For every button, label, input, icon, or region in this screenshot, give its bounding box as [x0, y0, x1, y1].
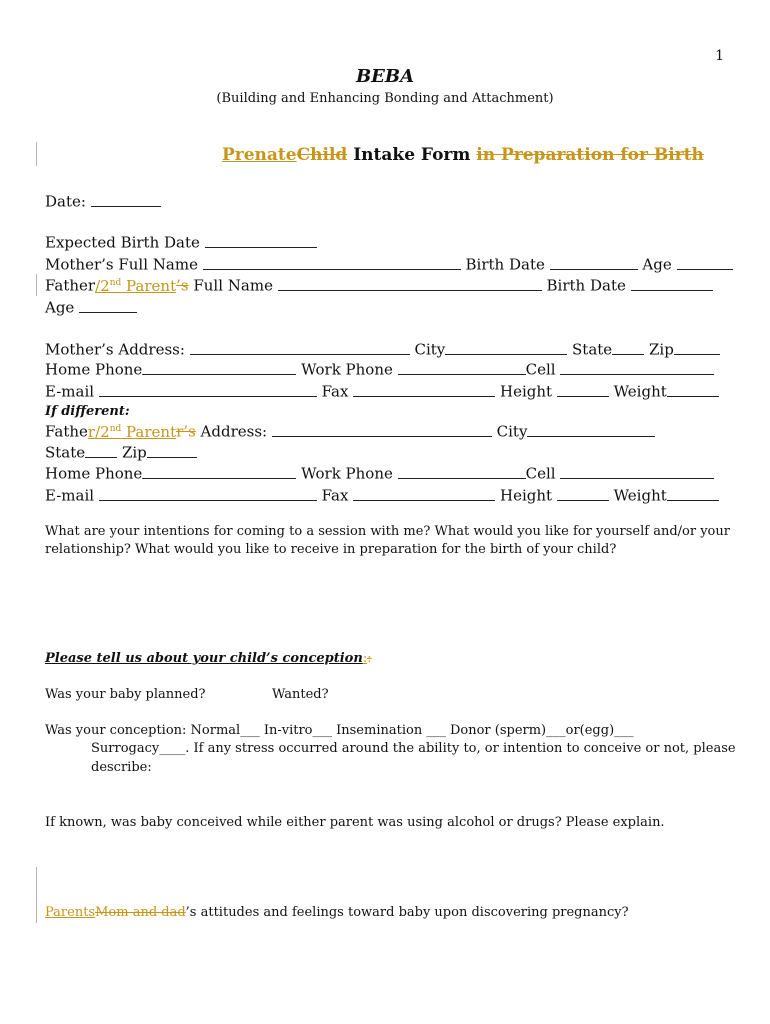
mother-name-row: [45, 255, 733, 274]
father-label: Father: [45, 276, 96, 295]
father-name-blank[interactable]: [278, 276, 542, 291]
planned-question: Was your baby planned?: [45, 687, 206, 702]
mother-address-blank[interactable]: [190, 340, 410, 355]
father-zip-blank[interactable]: [147, 443, 197, 458]
conception-colon-inserted: :: [362, 651, 368, 666]
father-address-label: Address:: [195, 422, 268, 441]
father-cell-blank[interactable]: [560, 464, 714, 479]
mother-fax-label: Fax: [321, 382, 349, 401]
conception-question-line2: Surrogacy____. If any stress occurred around the ability to, or intention to conceive or not, please: [91, 741, 736, 756]
wanted-question: Wanted?: [272, 687, 329, 702]
conception-question-line3: describe:: [91, 760, 152, 775]
father-height-label: Height: [499, 486, 553, 505]
father-weight-blank[interactable]: [667, 486, 719, 501]
alcohol-question: If known, was baby conceived while either parent was using alcohol or drugs? Please explain.: [45, 815, 665, 830]
mother-fax-blank[interactable]: [353, 382, 495, 397]
father-address-blank[interactable]: [272, 422, 492, 437]
father-email-blank[interactable]: [99, 486, 317, 501]
mother-email-blank[interactable]: [99, 382, 317, 397]
mother-name-blank[interactable]: [203, 255, 461, 270]
date-row: [45, 192, 161, 211]
mother-state-label: State: [572, 340, 613, 359]
father-height-blank[interactable]: [557, 486, 609, 501]
mother-state-blank[interactable]: [612, 340, 644, 355]
change-bar: [36, 867, 37, 923]
father-fax-blank[interactable]: [353, 486, 495, 501]
father-work-phone-blank[interactable]: [398, 464, 526, 479]
change-bar: [36, 142, 37, 166]
father-phone-row: [45, 464, 714, 483]
father-name-row: [45, 276, 713, 295]
mother-zip-label: Zip: [648, 340, 674, 359]
father-weight-label: Weight: [613, 486, 667, 505]
mother-weight-blank[interactable]: [667, 382, 719, 397]
date-label: Date:: [45, 192, 86, 211]
mother-email-label: E-mail: [45, 382, 95, 401]
mother-address-label: Mother’s Address:: [45, 340, 185, 359]
father-address-row: [45, 422, 655, 441]
father-fax-label: Fax: [321, 486, 349, 505]
expected-birth-date-label: Expected Birth Date: [45, 233, 200, 252]
mother-city-label: City: [414, 340, 446, 359]
form-title-inserted: Prenate: [222, 145, 297, 165]
father-zip-label: Zip: [121, 443, 147, 462]
father-state-label: State: [45, 443, 86, 462]
intentions-question-line1: What are your intentions for coming to a session with me? What would you like for yourself and/or your: [45, 524, 730, 539]
father-birth-date-blank[interactable]: [631, 276, 713, 291]
father-work-phone-label: Work Phone: [301, 464, 393, 483]
mom-and-dad-deleted: Mom and dad: [95, 905, 186, 920]
expected-birth-date-row: [45, 233, 317, 252]
expected-birth-date-blank[interactable]: [205, 233, 317, 248]
parents-inserted: Parents: [45, 905, 96, 920]
conception-question-line1: Was your conception: Normal___ In-vitro___ Insemination ___ Donor (sperm)___or(egg)___: [45, 723, 634, 738]
father-home-phone-label: Home Phone: [45, 464, 143, 483]
rs-deleted: r’s: [176, 422, 196, 441]
page-title: BEBA: [355, 66, 415, 87]
page-number: 1: [715, 48, 724, 64]
fathe-label: Fathe: [45, 422, 88, 441]
father-home-phone-blank[interactable]: [142, 464, 296, 479]
mother-work-phone-blank[interactable]: [398, 360, 526, 375]
father-email-row: [45, 486, 719, 505]
father-state-blank[interactable]: [85, 443, 117, 458]
form-title-main: Intake Form: [347, 145, 477, 165]
father-age-row: [45, 298, 137, 317]
father-city-label: City: [496, 422, 528, 441]
mother-height-label: Height: [499, 382, 553, 401]
mother-cell-blank[interactable]: [560, 360, 714, 375]
mother-birth-date-label: Birth Date: [465, 255, 545, 274]
apostrophe-s-deleted: ’s: [176, 276, 189, 295]
parent2-inserted: /2nd Parent: [95, 276, 177, 295]
mother-work-phone-label: Work Phone: [301, 360, 393, 379]
date-blank[interactable]: [91, 192, 161, 207]
form-title: [222, 145, 704, 165]
mother-home-phone-label: Home Phone: [45, 360, 143, 379]
conception-colon-deleted: :: [367, 651, 372, 666]
mother-phone-row: [45, 360, 714, 379]
parent2-inserted-2: r/2nd Parent: [87, 422, 177, 441]
mother-name-label: Mother’s Full Name: [45, 255, 198, 274]
full-name-label: Full Name: [188, 276, 273, 295]
form-title-deleted: Child: [296, 145, 348, 165]
if-different-label: If different:: [45, 404, 130, 419]
conception-heading: Please tell us about your child’s conception::: [45, 651, 372, 666]
mother-age-label: Age: [642, 255, 672, 274]
intentions-question-line2: relationship? What would you like to receive in preparation for the birth of your child?: [45, 542, 617, 557]
mother-city-blank[interactable]: [445, 340, 567, 355]
father-age-blank[interactable]: [79, 298, 137, 313]
mother-home-phone-blank[interactable]: [142, 360, 296, 375]
mother-height-blank[interactable]: [557, 382, 609, 397]
change-bar: [36, 274, 37, 296]
father-email-label: E-mail: [45, 486, 95, 505]
mother-address-row: [45, 340, 720, 359]
form-title-deleted-tail: in Preparation for Birth: [476, 145, 704, 165]
page-subtitle: (Building and Enhancing Bonding and Attachment): [216, 91, 554, 106]
father-age-label: Age: [45, 298, 75, 317]
attitudes-question: ParentsMom and dad’s attitudes and feelings toward baby upon discovering pregnancy?: [45, 905, 629, 920]
father-state-row: [45, 443, 197, 462]
father-cell-label: Cell: [525, 464, 556, 483]
mother-email-row: [45, 382, 719, 401]
mother-birth-date-blank[interactable]: [550, 255, 638, 270]
mother-age-blank[interactable]: [677, 255, 733, 270]
father-city-blank[interactable]: [527, 422, 655, 437]
mother-zip-blank[interactable]: [674, 340, 720, 355]
mother-weight-label: Weight: [613, 382, 667, 401]
mother-cell-label: Cell: [525, 360, 556, 379]
father-birth-date-label: Birth Date: [546, 276, 626, 295]
